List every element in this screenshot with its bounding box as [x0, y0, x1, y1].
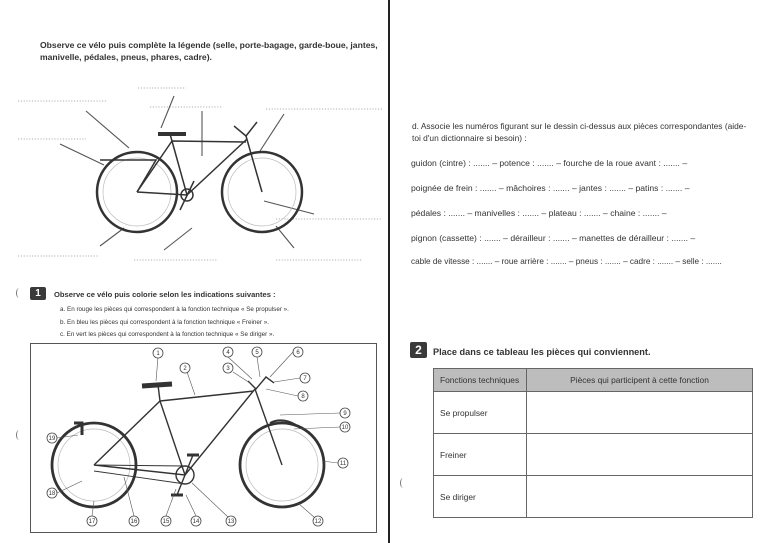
svg-text:10: 10	[341, 425, 349, 431]
bicycle-legend-figure	[14, 78, 384, 268]
svg-text:12: 12	[314, 519, 322, 525]
parts-line-2: poignée de frein : ....... – mâchoires : ....... – jantes : ....... – patins : ....... –	[411, 183, 690, 193]
svg-text:19: 19	[48, 436, 56, 442]
handlebar	[234, 122, 257, 136]
exercise-1-title: Observe ce vélo puis colorie selon les indications suivantes :	[54, 290, 276, 299]
svg-text:11: 11	[339, 461, 347, 467]
margin-mark	[16, 430, 22, 440]
legend-arrow	[100, 228, 124, 246]
callout-7	[274, 373, 310, 383]
exercise-1-item-a: a. En rouge les pièces qui correspondent à la fonction technique « Se propulser ».	[60, 306, 289, 313]
svg-text:1: 1	[156, 351, 160, 357]
bicycle-bottom	[52, 377, 324, 507]
function-cell: Freiner	[434, 434, 527, 476]
margin-mark	[16, 288, 22, 298]
function-cell: Se propulser	[434, 392, 527, 434]
callout-11	[322, 458, 348, 468]
table-header-row	[434, 369, 753, 392]
svg-text:3: 3	[226, 366, 230, 372]
svg-text:14: 14	[192, 519, 200, 525]
legend-arrow	[60, 144, 104, 165]
exercise-1-item-c: c. En vert les pièces qui correspondent à la fonction technique « Se diriger ».	[60, 331, 275, 338]
top-instruction: Observe ce vélo puis complète la légende (selle, porte-bagage, garde-boue, jantes, manivelle, pédales, pneus, phares, cadre).	[40, 40, 378, 62]
front-fork	[255, 389, 282, 465]
header-parts: Pièces qui participent à cette fonction	[527, 369, 753, 392]
question-d: d. Associe les numéros figurant sur le dessin ci-dessus aux pièces correspondantes (aide-toi d'un dictionnaire si besoin) :	[412, 121, 747, 144]
functions-table	[433, 368, 753, 518]
svg-text:16: 16	[130, 519, 138, 525]
parts-cell[interactable]	[527, 476, 753, 518]
exercise-1-item-b: b. En bleu les pièces qui correspondent à la fonction technique « Freiner ».	[60, 318, 269, 326]
header-functions: Fonctions techniques	[434, 369, 527, 392]
legend-arrow	[86, 111, 129, 148]
front-fork	[246, 136, 262, 192]
legend-arrow	[164, 228, 192, 250]
bicycle-top	[97, 122, 302, 232]
table-row	[434, 392, 753, 434]
exercise-2-title: Place dans ce tableau les pièces qui conviennent.	[433, 347, 651, 357]
table-row	[434, 476, 753, 518]
svg-text:8: 8	[301, 394, 305, 400]
legend-arrow	[260, 114, 284, 151]
callout-8	[266, 389, 308, 401]
svg-text:7: 7	[303, 376, 307, 382]
svg-text:4: 4	[226, 350, 230, 356]
exercise-1-list	[60, 304, 289, 342]
callout-6	[270, 347, 303, 377]
svg-text:5: 5	[255, 350, 259, 356]
callout-15	[161, 489, 176, 526]
svg-text:15: 15	[162, 519, 170, 525]
svg-text:13: 13	[227, 519, 235, 525]
parts-line-4: pignon (cassette) : ....... – dérailleur : ....... – manettes de dérailleur : ....... –	[411, 233, 696, 243]
page-divider	[388, 0, 390, 543]
callout-5	[252, 347, 262, 377]
table-row	[434, 434, 753, 476]
legend-arrow	[264, 201, 314, 214]
callout-14	[186, 495, 201, 526]
numbered-bicycle-figure	[30, 343, 377, 533]
margin-mark	[400, 478, 406, 488]
callout-1	[153, 348, 163, 381]
parts-cell[interactable]	[527, 434, 753, 476]
callout-12	[298, 503, 323, 526]
callout-17	[87, 501, 97, 526]
exercise-1-badge: 1	[30, 287, 46, 300]
exercise-2-badge: 2	[410, 342, 427, 358]
svg-text:2: 2	[183, 366, 187, 372]
saddle	[142, 384, 172, 386]
svg-text:6: 6	[296, 350, 300, 356]
parts-line-1: guidon (cintre) : ....... – potence : ....... – fourche de la roue avant : ....... –	[411, 158, 688, 168]
svg-text:9: 9	[343, 411, 347, 417]
callout-3	[223, 363, 250, 383]
callout-2	[180, 363, 195, 395]
function-cell: Se diriger	[434, 476, 527, 518]
parts-cell[interactable]	[527, 392, 753, 434]
chain	[94, 465, 185, 484]
callout-9	[280, 408, 350, 418]
legend-arrow	[161, 96, 174, 128]
svg-text:18: 18	[48, 491, 56, 497]
parts-line-3: pédales : ....... – manivelles : ....... – plateau : ....... – chaine : ....... –	[411, 208, 667, 218]
svg-text:17: 17	[88, 519, 96, 525]
parts-line-5: cable de vitesse : ....... – roue arrière : ....... – pneus : ....... – cadre : ....... – selle : .......	[411, 257, 722, 266]
